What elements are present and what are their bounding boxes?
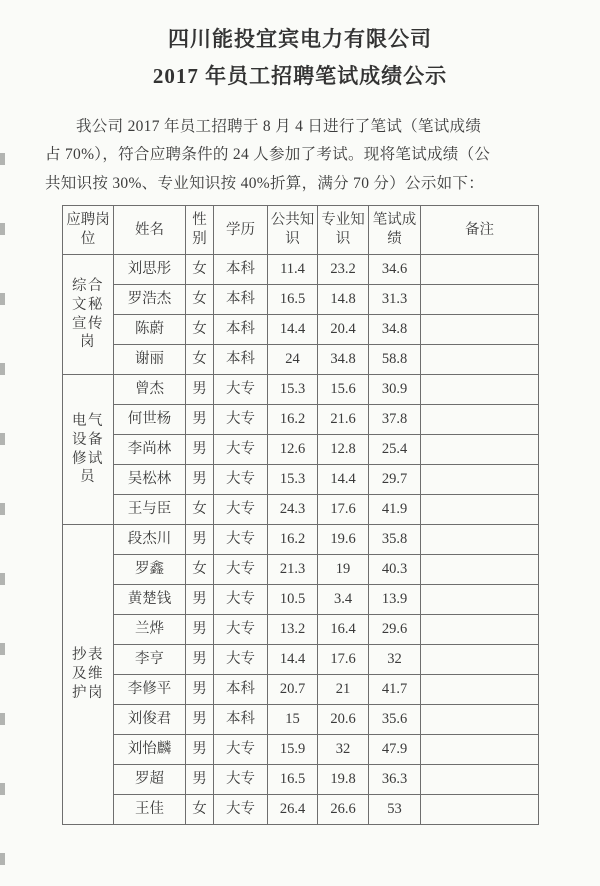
gender-cell: 女 xyxy=(186,315,214,345)
name-cell: 罗鑫 xyxy=(114,555,186,585)
professional-cell: 19.8 xyxy=(318,765,369,795)
name-cell: 罗浩杰 xyxy=(114,285,186,315)
results-table-body xyxy=(63,255,539,825)
professional-cell: 17.6 xyxy=(318,495,369,525)
col-header-professional: 专业知识 xyxy=(318,206,369,255)
col-header-total: 笔试成绩 xyxy=(369,206,421,255)
gender-cell: 男 xyxy=(186,735,214,765)
professional-cell: 20.6 xyxy=(318,705,369,735)
gender-cell: 男 xyxy=(186,465,214,495)
public-cell: 15.3 xyxy=(268,465,318,495)
public-cell: 16.2 xyxy=(268,405,318,435)
remark-cell xyxy=(421,495,539,525)
total-cell: 40.3 xyxy=(369,555,421,585)
name-cell: 兰烨 xyxy=(114,615,186,645)
gender-cell: 女 xyxy=(186,795,214,825)
remark-cell xyxy=(421,585,539,615)
total-cell: 37.8 xyxy=(369,405,421,435)
intro-line-3: 共知识按 30%、专业知识按 40%折算，满分 70 分）公示如下： xyxy=(45,174,485,192)
position-cell: 综合文秘宣传岗 xyxy=(63,255,114,375)
table-row xyxy=(63,405,539,435)
education-cell: 大专 xyxy=(214,585,268,615)
name-cell: 罗超 xyxy=(114,765,186,795)
total-cell: 36.3 xyxy=(369,765,421,795)
education-cell: 大专 xyxy=(214,405,268,435)
remark-cell xyxy=(421,555,539,585)
professional-cell: 26.6 xyxy=(318,795,369,825)
professional-cell: 16.4 xyxy=(318,615,369,645)
professional-cell: 3.4 xyxy=(318,585,369,615)
remark-cell xyxy=(421,285,539,315)
public-cell: 20.7 xyxy=(268,675,318,705)
name-cell: 陈蔚 xyxy=(114,315,186,345)
professional-cell: 17.6 xyxy=(318,645,369,675)
total-cell: 53 xyxy=(369,795,421,825)
public-cell: 24.3 xyxy=(268,495,318,525)
remark-cell xyxy=(421,645,539,675)
position-cell: 抄表及维护岗 xyxy=(63,525,114,825)
professional-cell: 21.6 xyxy=(318,405,369,435)
name-cell: 王佳 xyxy=(114,795,186,825)
gender-cell: 女 xyxy=(186,255,214,285)
gender-cell: 男 xyxy=(186,675,214,705)
total-cell: 30.9 xyxy=(369,375,421,405)
remark-cell xyxy=(421,705,539,735)
gender-cell: 男 xyxy=(186,405,214,435)
table-row xyxy=(63,345,539,375)
total-cell: 58.8 xyxy=(369,345,421,375)
total-cell: 34.8 xyxy=(369,315,421,345)
gender-cell: 男 xyxy=(186,435,214,465)
education-cell: 大专 xyxy=(214,495,268,525)
total-cell: 35.6 xyxy=(369,705,421,735)
gender-cell: 男 xyxy=(186,705,214,735)
total-cell: 29.7 xyxy=(369,465,421,495)
total-cell: 41.9 xyxy=(369,495,421,525)
total-cell: 29.6 xyxy=(369,615,421,645)
name-cell: 吴松林 xyxy=(114,465,186,495)
total-cell: 25.4 xyxy=(369,435,421,465)
name-cell: 谢丽 xyxy=(114,345,186,375)
name-cell: 李尚林 xyxy=(114,435,186,465)
doc-title-line1: 四川能投宜宾电力有限公司 xyxy=(168,27,432,51)
position-cell: 电气设备修试员 xyxy=(63,375,114,525)
table-row xyxy=(63,705,539,735)
remark-cell xyxy=(421,765,539,795)
name-cell: 李修平 xyxy=(114,675,186,705)
education-cell: 本科 xyxy=(214,345,268,375)
total-cell: 47.9 xyxy=(369,735,421,765)
education-cell: 本科 xyxy=(214,705,268,735)
gender-cell: 男 xyxy=(186,765,214,795)
col-header-position: 应聘岗位 xyxy=(63,206,114,255)
education-cell: 大专 xyxy=(214,645,268,675)
col-header-education: 学历 xyxy=(214,206,268,255)
public-cell: 16.2 xyxy=(268,525,318,555)
table-row xyxy=(63,435,539,465)
table-row xyxy=(63,765,539,795)
professional-cell: 23.2 xyxy=(318,255,369,285)
name-cell: 刘怡麟 xyxy=(114,735,186,765)
table-row xyxy=(63,255,539,285)
public-cell: 26.4 xyxy=(268,795,318,825)
remark-cell xyxy=(421,795,539,825)
education-cell: 大专 xyxy=(214,795,268,825)
intro-line-1: 我公司 2017 年员工招聘于 8 月 4 日进行了笔试（笔试成绩 xyxy=(76,117,482,135)
total-cell: 35.8 xyxy=(369,525,421,555)
gender-cell: 男 xyxy=(186,585,214,615)
intro-line-2: 占 70%），符合应聘条件的 24 人参加了考试。现将笔试成绩（公 xyxy=(45,146,491,163)
table-row xyxy=(63,585,539,615)
gender-cell: 女 xyxy=(186,495,214,525)
remark-cell xyxy=(421,525,539,555)
public-cell: 21.3 xyxy=(268,555,318,585)
gender-cell: 男 xyxy=(186,525,214,555)
remark-cell xyxy=(421,675,539,705)
education-cell: 大专 xyxy=(214,765,268,795)
professional-cell: 14.4 xyxy=(318,465,369,495)
table-row xyxy=(63,735,539,765)
professional-cell: 21 xyxy=(318,675,369,705)
education-cell: 大专 xyxy=(214,735,268,765)
public-cell: 11.4 xyxy=(268,255,318,285)
remark-cell xyxy=(421,405,539,435)
education-cell: 大专 xyxy=(214,525,268,555)
education-cell: 本科 xyxy=(214,255,268,285)
professional-cell: 20.4 xyxy=(318,315,369,345)
col-header-remark: 备注 xyxy=(421,206,539,255)
gender-cell: 女 xyxy=(186,345,214,375)
public-cell: 15.3 xyxy=(268,375,318,405)
remark-cell xyxy=(421,615,539,645)
total-cell: 41.7 xyxy=(369,675,421,705)
col-header-name: 姓名 xyxy=(114,206,186,255)
name-cell: 刘思彤 xyxy=(114,255,186,285)
public-cell: 16.5 xyxy=(268,765,318,795)
professional-cell: 32 xyxy=(318,735,369,765)
table-row xyxy=(63,285,539,315)
table-row xyxy=(63,465,539,495)
table-row xyxy=(63,375,539,405)
professional-cell: 19.6 xyxy=(318,525,369,555)
name-cell: 黄楚钱 xyxy=(114,585,186,615)
doc-title-line2: 2017 年员工招聘笔试成绩公示 xyxy=(152,64,448,89)
education-cell: 大专 xyxy=(214,555,268,585)
remark-cell xyxy=(421,375,539,405)
table-header-row xyxy=(63,206,539,255)
professional-cell: 14.8 xyxy=(318,285,369,315)
education-cell: 大专 xyxy=(214,375,268,405)
professional-cell: 15.6 xyxy=(318,375,369,405)
table-row xyxy=(63,525,539,555)
table-row xyxy=(63,615,539,645)
public-cell: 14.4 xyxy=(268,315,318,345)
remark-cell xyxy=(421,435,539,465)
public-cell: 15 xyxy=(268,705,318,735)
table-row xyxy=(63,495,539,525)
education-cell: 大专 xyxy=(214,465,268,495)
professional-cell: 34.8 xyxy=(318,345,369,375)
public-cell: 16.5 xyxy=(268,285,318,315)
col-header-gender: 性别 xyxy=(186,206,214,255)
gender-cell: 女 xyxy=(186,285,214,315)
education-cell: 本科 xyxy=(214,285,268,315)
gender-cell: 男 xyxy=(186,375,214,405)
name-cell: 段杰川 xyxy=(114,525,186,555)
name-cell: 刘俊君 xyxy=(114,705,186,735)
professional-cell: 19 xyxy=(318,555,369,585)
gender-cell: 女 xyxy=(186,555,214,585)
public-cell: 24 xyxy=(268,345,318,375)
gender-cell: 男 xyxy=(186,615,214,645)
results-table xyxy=(62,205,539,825)
remark-cell xyxy=(421,735,539,765)
table-row xyxy=(63,795,539,825)
col-header-public: 公共知识 xyxy=(268,206,318,255)
remark-cell xyxy=(421,315,539,345)
public-cell: 13.2 xyxy=(268,615,318,645)
table-row xyxy=(63,675,539,705)
table-row xyxy=(63,315,539,345)
total-cell: 34.6 xyxy=(369,255,421,285)
scan-artifact xyxy=(0,95,5,875)
name-cell: 曾杰 xyxy=(114,375,186,405)
education-cell: 大专 xyxy=(214,615,268,645)
education-cell: 本科 xyxy=(214,675,268,705)
professional-cell: 12.8 xyxy=(318,435,369,465)
remark-cell xyxy=(421,465,539,495)
public-cell: 12.6 xyxy=(268,435,318,465)
public-cell: 14.4 xyxy=(268,645,318,675)
public-cell: 10.5 xyxy=(268,585,318,615)
total-cell: 31.3 xyxy=(369,285,421,315)
remark-cell xyxy=(421,255,539,285)
education-cell: 大专 xyxy=(214,435,268,465)
remark-cell xyxy=(421,345,539,375)
table-row xyxy=(63,555,539,585)
total-cell: 32 xyxy=(369,645,421,675)
gender-cell: 男 xyxy=(186,645,214,675)
education-cell: 本科 xyxy=(214,315,268,345)
name-cell: 李亨 xyxy=(114,645,186,675)
public-cell: 15.9 xyxy=(268,735,318,765)
name-cell: 王与臣 xyxy=(114,495,186,525)
table-row xyxy=(63,645,539,675)
name-cell: 何世杨 xyxy=(114,405,186,435)
total-cell: 13.9 xyxy=(369,585,421,615)
intro-paragraph xyxy=(45,113,572,199)
